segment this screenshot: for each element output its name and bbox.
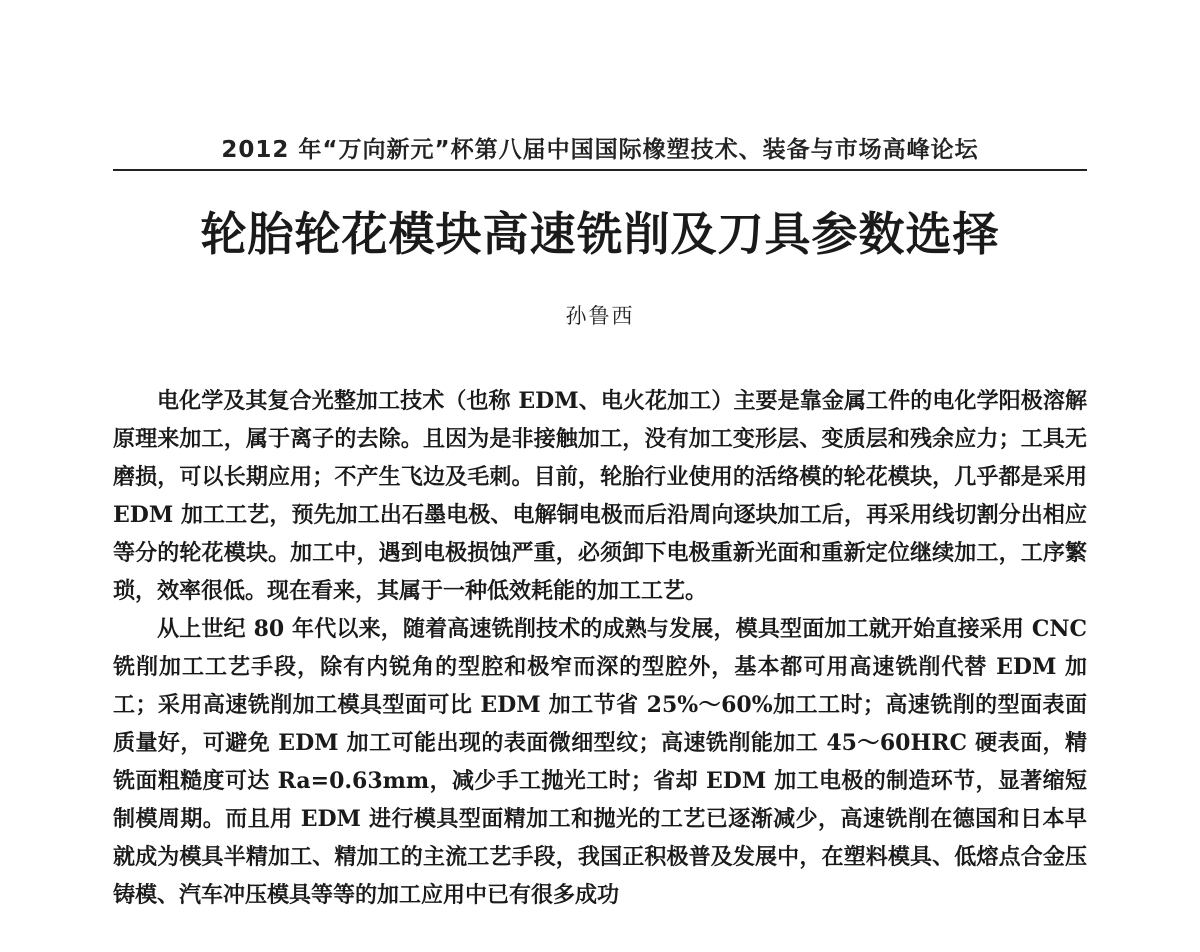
running-header: 2012 年“万向新元”杯第八届中国国际橡塑技术、装备与市场高峰论坛	[221, 137, 979, 163]
paragraph-1: 电化学及其复合光整加工技术（也称 EDM、电火花加工）主要是靠金属工件的电化学阳极溶解原理来加工，属于离子的去除。且因为是非接触加工，没有加工变形层、变质层和残余应力；工具无磨损，可以长期应用；不产生飞边及毛刺。目前，轮胎行业使用的活络模的轮花模块，几乎都是采用 EDM 加工工艺，预先加工出石墨电极、电解铜电极而后沿周向逐块加工后，再采用线切割分出相应等分的轮花模块。加工中，遇到电极损蚀严重，必须卸下电极重新光面和重新定位继续加工，工序繁琐，效率很低。现在看来，其属于一种低效耗能的加工工艺。	[113, 388, 1087, 604]
article-title: 轮胎轮花模块高速铣削及刀具参数选择	[200, 207, 1000, 261]
header-rule	[113, 169, 1087, 171]
paragraph-2: 从上世纪 80 年代以来，随着高速铣削技术的成熟与发展，模具型面加工就开始直接采用 CNC 铣削加工工艺手段，除有内锐角的型腔和极窄而深的型腔外，基本都可用高速铣削代替 EDM 加工；采用高速铣削加工模具型面可比 EDM 加工节省 25%～60%加工工时；高速铣削的型面表面质量好，可避免 EDM 加工可能出现的表面微细型纹；高速铣削能加工 45～60HRC 硬表面，精铣面粗糙度可达 Ra=0.63mm，减少手工抛光工时；省却 EDM 加工电极的制造环节，显著缩短制模周期。而且用 EDM 进行模具型面精加工和抛光的工艺已逐渐减少，高速铣削在德国和日本早就成为模具半精加工、精加工的主流工艺手段，我国正积极普及发展中，在塑料模具、低熔点合金压铸模、汽车冲压模具等等的加工应用中已有很多成功	[113, 616, 1087, 908]
article-body	[113, 382, 1087, 914]
article-author: 孙鲁西	[565, 304, 635, 328]
